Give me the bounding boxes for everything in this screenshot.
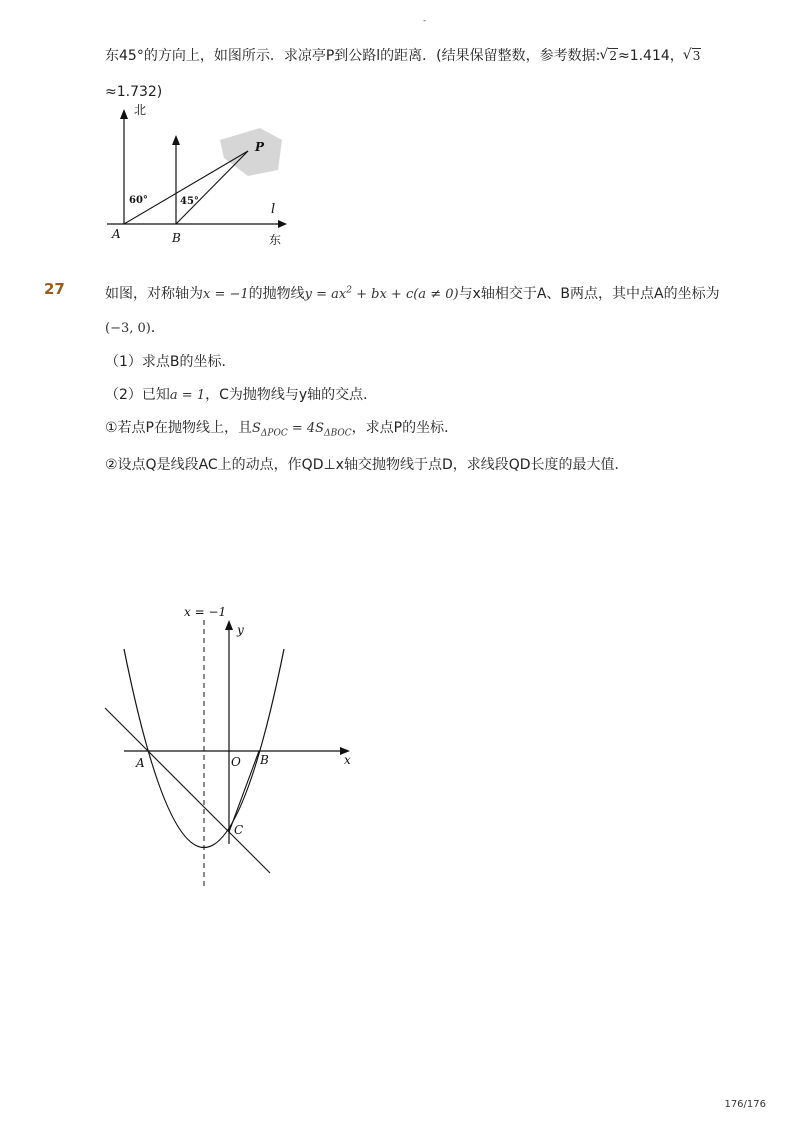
y-arrow-icon [225,620,233,630]
line-AP [124,151,248,224]
north-label: 北 [134,103,147,117]
angle-60: 60° [129,195,148,206]
approx-1414: ≈1.414， [617,48,684,64]
q27-line-1: 如图，对称轴为x = −1的抛物线$y = ax^2$ + bx + c(a ≠ 0)与x轴相交于A、B两点，其中点A的坐标为 [105,285,720,302]
label-y: y [237,623,244,637]
label-O: O [231,755,241,769]
q27-part-1: （1）求点B的坐标． [105,354,236,370]
label-A: A [136,756,145,770]
a-equals-1: a = 1 [169,388,206,403]
page-number: 176/176 [724,1099,766,1110]
q27-sub-2: ②设点Q是线段AC上的动点，作QD⊥x轴交抛物线于点D，求线段QD长度的最大值． [105,457,629,473]
figure-pavilion [100,100,300,250]
label-B: B [260,753,269,767]
label-B: B [172,231,181,245]
label-l: l [271,202,276,217]
north-arrow-b-icon [172,135,180,145]
area-relation: $S_{\Delta POC} = 4S_{\Delta BOC}$ [252,421,352,439]
question-number: 27 [44,280,65,298]
north-arrow-icon [120,109,128,119]
road-arrow-icon [278,220,287,228]
parabola-equation: $y = ax^2$ + bx + c(a ≠ 0) [304,285,459,302]
label-P: P [255,140,265,154]
prev-problem-line-2: ≈1.732) [105,84,163,100]
q27-sub-1: ①若点P在抛物线上，且$S_{\Delta POC} = 4S_{\Delta BOC}$，求点P的坐标． [105,420,459,439]
sqrt-3: √ 3 [684,46,702,66]
prev-text: 东45°的方向上，如图所示．求凉亭P到公路l的距离．(结果保留整数，参考数据: [105,48,601,64]
q27-line-2: (−3, 0)． [105,320,165,336]
axis-eq-label: x = −1 [184,605,227,619]
header-mark: - [423,16,427,26]
angle-45: 45° [180,196,199,207]
label-A: A [112,227,121,241]
label-C: C [234,823,244,837]
coordinate-A: (−3, 0) [105,321,151,336]
prev-problem-line-1 [105,46,701,66]
axis-equation: x = −1 [203,287,249,302]
sqrt-2: √ 2 [600,46,618,66]
pavilion-shape [220,128,282,176]
figure-parabola [100,600,360,890]
label-x: x [344,753,351,767]
east-label: 东 [269,233,282,247]
line-AC [105,708,270,873]
q27-part-2: （2）已知a = 1，C为抛物线与y轴的交点． [105,387,378,403]
